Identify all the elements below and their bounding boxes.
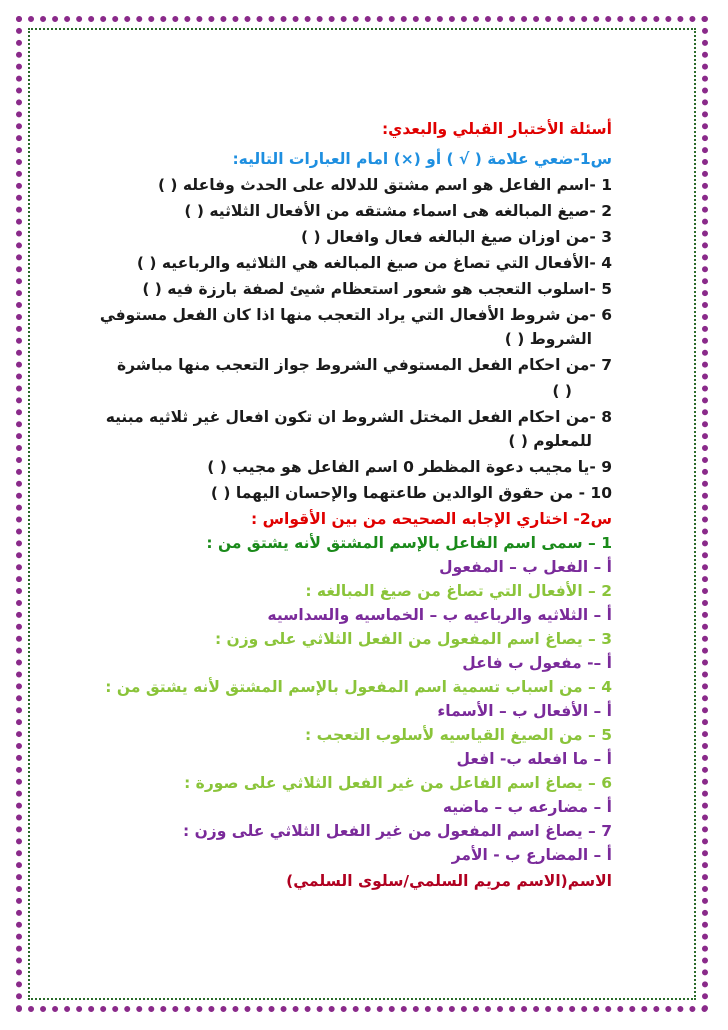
student-name: الاسم(الاسم مريم السلمي/سلوى السلمي) xyxy=(286,872,612,890)
q2-answer-5: أ – ما افعله ب- افعل xyxy=(456,750,612,768)
q1-item-9: 9 -يا مجيب دعوة المظطر 0 اسم الفاعل هو مجيب ( ) xyxy=(207,458,612,476)
q1-item-3: 3 -من اوزان صيغ البالغه فعال وافعال ( ) xyxy=(301,228,612,246)
q1-item-8: 8 -من احكام الفعل المختل الشروط ان تكون افعال غير ثلاثيه مبنيه xyxy=(105,408,612,426)
q2-question-2: 2 – الأفعال التي تصاغ من صيغ المبالغه : xyxy=(305,582,612,600)
q2-answer-7: أ – المضارع ب - الأمر xyxy=(451,846,612,864)
q1-item-1: 1 -اسم الفاعل هو اسم مشتق للدلاله على الحدث وفاعله ( ) xyxy=(157,176,612,194)
q2-question-4: 4 – من اسباب تسمية اسم المفعول بالإسم المشتق لأنه يشتق من : xyxy=(105,678,612,696)
q2-question-7: 7 – يصاغ اسم المفعول من غير الفعل الثلاثي على وزن : xyxy=(182,822,612,840)
q1-item-5: 5 -اسلوب التعجب هو شعور استعظام شيئ لصفة بارزة فيه ( ) xyxy=(142,280,612,298)
q2-answer-4: أ – الأفعال ب – الأسماء xyxy=(437,702,612,720)
q2-question-1: 1 – سمى اسم الفاعل بالإسم المشتق لأنه يشتق من : xyxy=(206,534,612,552)
q1-item-8-cont: للمعلوم ( ) xyxy=(508,432,592,450)
q2-heading: س2- اختاري الإجابه الصحيحه من بين الأقواس : xyxy=(251,510,612,528)
worksheet-title: أسئلة الأختبار القبلي والبعدي: xyxy=(381,120,612,138)
q1-item-6-cont: الشروط ( ) xyxy=(504,330,592,348)
q1-item-4: 4 -الأفعال التي تصاغ من صيغ المبالغه هي الثلاثيه والرباعيه ( ) xyxy=(136,254,612,272)
q2-question-3: 3 – يصاغ اسم المفعول من الفعل الثلاثي على وزن : xyxy=(214,630,612,648)
q2-answer-2: أ – الثلاثيه والرباعيه ب – الخماسيه والسداسيه xyxy=(267,606,612,624)
q2-answer-6: أ – مضارعه ب – ماضيه xyxy=(442,798,612,816)
q1-item-10: 10 - من حقوق الوالدين طاعتهما والإحسان اليهما ( ) xyxy=(210,484,612,502)
q2-answer-3: أ –- مفعول ب فاعل xyxy=(462,654,612,672)
q1-item-2: 2 -صيغ المبالغه هى اسماء مشتقه من الأفعال الثلاثيه ( ) xyxy=(184,202,612,220)
q1-item-7-cont: ( ) xyxy=(552,382,572,400)
q1-item-6: 6 -من شروط الأفعال التي يراد التعجب منها اذا كان الفعل مستوفي xyxy=(99,306,612,324)
q1-heading: س1-ضعي علامة ( √ ) أو (×) امام العبارات التاليه: xyxy=(232,150,612,168)
q2-answer-1: أ – الفعل ب – المفعول xyxy=(439,558,612,576)
q1-item-7: 7 -من احكام الفعل المستوفي الشروط جواز التعجب منها مباشرة xyxy=(116,356,612,374)
q2-question-6: 6 – يصاغ اسم الفاعل من غير الفعل الثلاثي على صورة : xyxy=(184,774,612,792)
q2-question-5: 5 – من الصيغ القياسيه لأسلوب التعجب : xyxy=(305,726,612,744)
